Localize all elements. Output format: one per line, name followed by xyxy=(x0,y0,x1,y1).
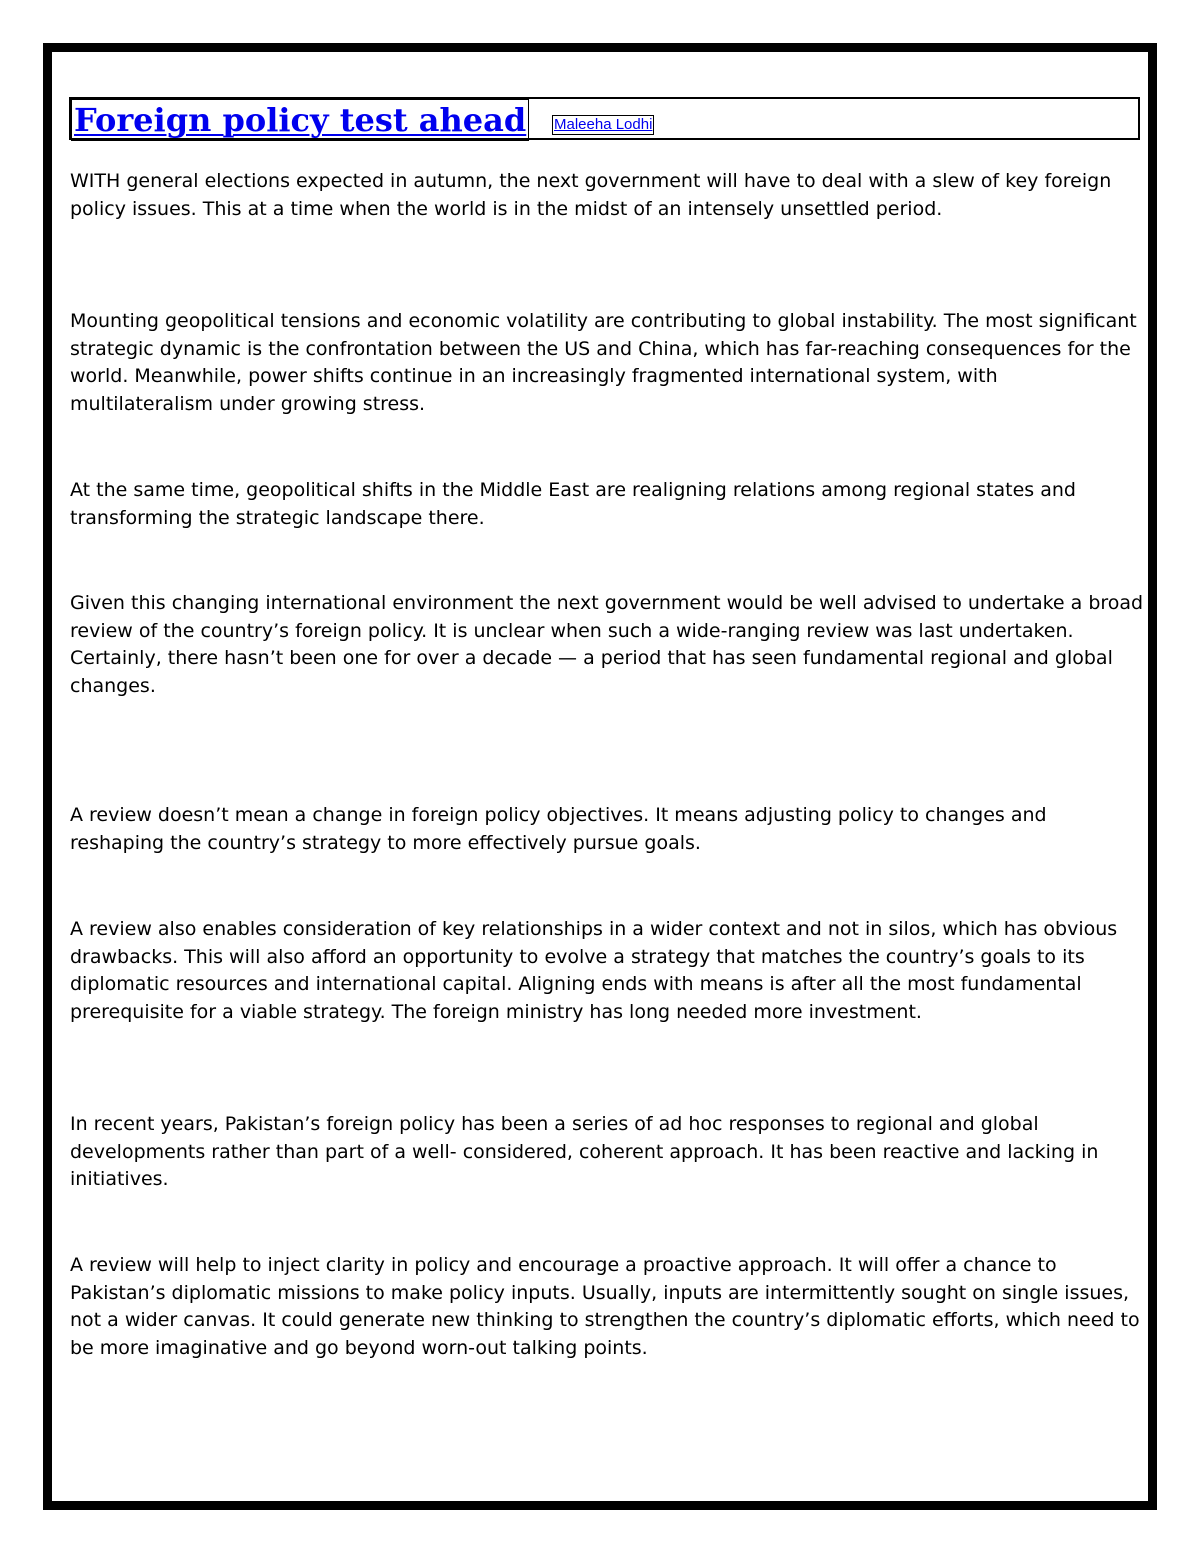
paragraph-2: Mounting geopolitical tensions and economic volatility are contributing to global instability. The most significant strategic dynamic is the confrontation between the US and China, which has far-reaching consequences for the world. Meanwhile, power shifts continue in an increasingly fragmented international system, with multilateralism under growing stress. xyxy=(70,310,1137,415)
paragraph-6: A review also enables consideration of key relationships in a wider context and not in silos, which has obvious drawbacks. This will also afford an opportunity to evolve a strategy that matches the country’s goals to its diplomatic resources and international capital. Aligning ends with means is after all the most fundamental prerequisite for a viable strategy. The foreign ministry has long needed more investment. xyxy=(70,918,1118,1023)
paragraph-7: In recent years, Pakistan’s foreign policy has been a series of ad hoc responses to regional and global developments rather than part of a well- considered, coherent approach. It has been reactive and lacking in initiatives. xyxy=(70,1113,1099,1190)
paragraph-8: A review will help to inject clarity in policy and encourage a proactive approach. It will offer a chance to Pakistan’s diplomatic missions to make policy inputs. Usually, inputs are intermittently sought on single issues, not a wider canvas. It could generate new thinking to strengthen the country’s diplomatic efforts, which need to be more imaginative and go beyond worn-out talking points. xyxy=(70,1254,1140,1359)
article-title-link[interactable]: Foreign policy test ahead xyxy=(71,99,529,141)
paragraph-5: A review doesn’t mean a change in foreign policy objectives. It means adjusting policy to changes and reshaping the country’s strategy to more effectively pursue goals. xyxy=(70,804,1047,854)
author-link[interactable]: Maleeha Lodhi xyxy=(554,116,653,133)
paragraph-1: WITH general elections expected in autumn, the next government will have to deal with a slew of key foreign policy issues. This at a time when the world is in the midst of an intensely unsettled period. xyxy=(70,170,1112,220)
paragraph-3: At the same time, geopolitical shifts in the Middle East are realigning relations among regional states and transforming the strategic landscape there. xyxy=(70,479,1076,529)
paragraph-4: Given this changing international environment the next government would be well advised to undertake a broad review of the country’s foreign policy. It is unclear when such a wide-ranging review was last undertaken. Certainly, there hasn’t been one for over a decade — a period that has seen fundamental regional and global changes. xyxy=(70,592,1144,697)
